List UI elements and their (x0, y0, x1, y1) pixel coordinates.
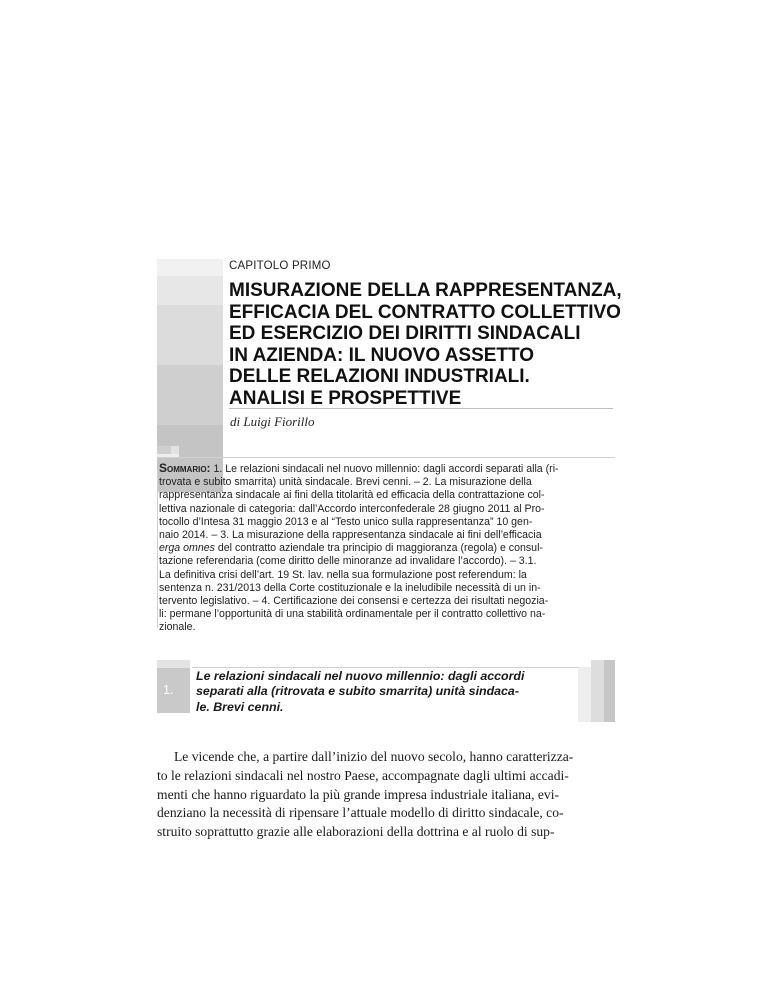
chapter-title-line: IN AZIENDA: IL NUOVO ASSETTO (229, 344, 535, 366)
section-decor-block (578, 667, 591, 722)
decor-block (171, 446, 179, 454)
decor-block (157, 446, 171, 454)
summary-label: Sommario: (159, 461, 211, 475)
summary-line: li: permane l’opportunità di una stabilità ordinamentale per il contratto collettivo na- (159, 608, 546, 621)
summary-text: del contratto aziendale tra principio di maggioranza (regola) e consul- (214, 542, 543, 555)
summary-line: lettiva nazionale di categoria: dall’Accordo interconfederale 28 giugno 2011 al Pro- (159, 502, 545, 515)
summary-text: 1. Le relazioni sindacali nel nuovo millennio: dagli accordi separati alla (ri- (210, 463, 559, 475)
author-byline: di Luigi Fiorillo (230, 414, 315, 429)
section-title (196, 669, 596, 715)
summary-line: trovata e subito smarrita) unità sindacale. Brevi cenni. – 2. La misurazione della (159, 476, 532, 489)
summary-line: sentenza n. 231/2013 della Corte costituzionale e la ineludibile necessità di un in- (159, 581, 541, 594)
chapter-title (229, 280, 622, 409)
body-line: to le relazioni sindacali nel nostro Paese, accompagnate dagli ultimi accadi- (157, 767, 569, 783)
section-top-rule (192, 667, 615, 668)
summary-line (159, 461, 614, 476)
summary-line: tazione referendaria (come diritto delle minoranze ad invalidare l’accordo). – 3.1. (159, 555, 537, 568)
title-divider (229, 408, 613, 409)
summary-line: naio 2014. – 3. La misurazione della rappresentanza sindacale ai fini dell’efficacia (159, 529, 542, 542)
summary-line: tervento legislativo. – 4. Certificazione dei consensi e certezza dei risultati negozia- (159, 595, 549, 608)
body-line: Le vicende che, a partire dall’inizio del nuovo secolo, hanno caratterizza- (174, 749, 574, 764)
section-number: 1. (163, 683, 174, 697)
chapter-title-line: ED ESERCIZIO DEI DIRITTI SINDACALI (229, 323, 581, 344)
summary-top-rule (157, 457, 615, 458)
section-number-box (157, 668, 190, 713)
summary-left-rule (157, 470, 158, 628)
section-decor-block (604, 660, 615, 722)
body-line: menti che hanno riguardato la più grande impresa industriale italiana, evi- (157, 786, 560, 802)
chapter-label: CAPITOLO PRIMO (229, 260, 331, 272)
decor-block (157, 259, 223, 276)
chapter-title-line: MISURAZIONE DELLA RAPPRESENTANZA, (229, 280, 622, 301)
section-decor-block (591, 660, 604, 722)
summary-line (159, 542, 614, 555)
summary-line: La definitiva crisi dell’art. 19 St. lav. nella sua formulazione post referendum: la (159, 568, 527, 581)
chapter-title-line: DELLE RELAZIONI INDUSTRIALI. (229, 366, 530, 387)
body-line: struito soprattutto grazie alle elaborazioni della dottrina e al ruolo di sup- (157, 824, 555, 840)
decor-block (157, 365, 223, 425)
section-number-decoration (157, 660, 190, 668)
summary-line: tocollo d’Intesa 31 maggio 2013 e al “Testo unico sulla rappresentanza” 10 gen- (159, 515, 533, 528)
body-line: denziano la necessità di ripensare l’attuale modello di diritto sindacale, co- (157, 805, 564, 821)
chapter-title-line: ANALISI E PROSPETTIVE (229, 387, 462, 409)
section-title-line: le. Brevi cenni. (196, 699, 284, 714)
section-title-line: Le relazioni sindacali nel nuovo millennio: dagli accordi (196, 669, 525, 683)
summary-line: rappresentanza sindacale ai fini della titolarità ed efficacia della contrattazione col- (159, 489, 545, 502)
summary-block (159, 462, 614, 635)
body-paragraph (157, 748, 617, 842)
summary-line: zionale. (159, 621, 196, 634)
summary-italic: erga omnes (159, 542, 215, 555)
decor-block (157, 276, 223, 305)
chapter-title-line: EFFICACIA DEL CONTRATTO COLLETTIVO (229, 301, 621, 323)
decor-block (157, 305, 223, 365)
section-title-line: separati alla (ritrovata e subito smarrita) unità sindaca- (196, 684, 519, 699)
